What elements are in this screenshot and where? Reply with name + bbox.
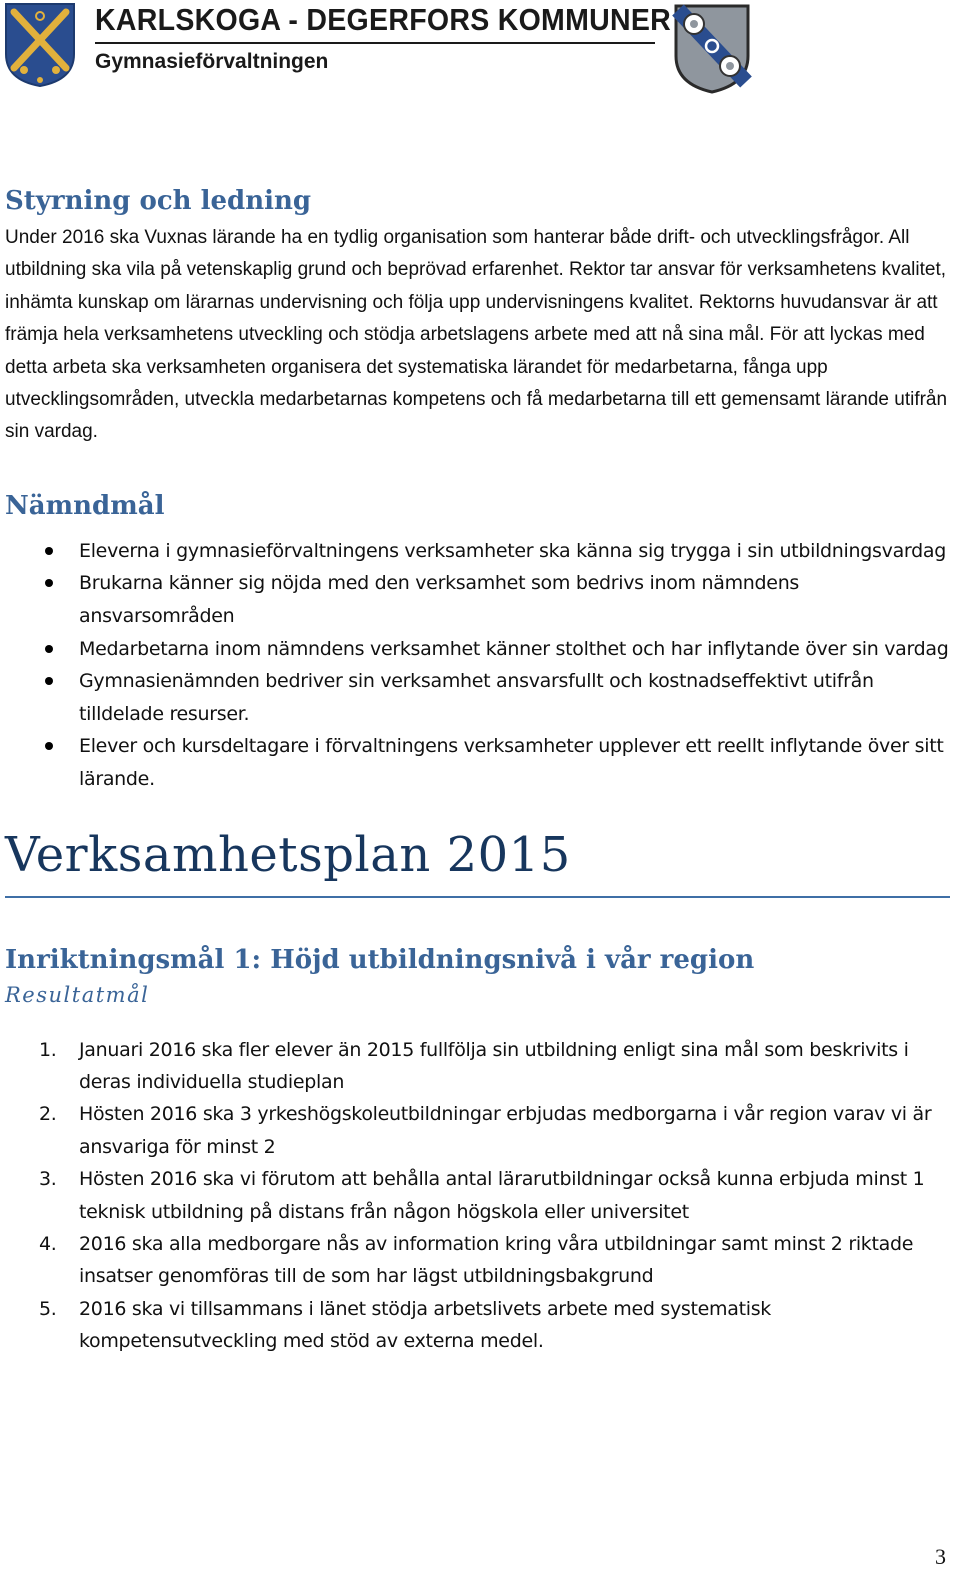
bullet-icon: [45, 742, 53, 750]
section-heading-namndmal: Nämndmål: [5, 490, 165, 521]
list-item: 5. 2016 ska vi tillsammans i länet stödja arbetslivets arbete med systematisk kompetensutveckling med stöd av externa medel.: [39, 1297, 772, 1353]
list-item: 1. Januari 2016 ska fler elever än 2015 fullfölja sin utbildning enligt sina mål som beskrivits i deras individuella studieplan: [39, 1038, 909, 1093]
list-item: Medarbetarna inom nämndens verksamhet känner stolthet och har inflytande över sin vardag: [5, 633, 950, 666]
namndmal-list: [5, 535, 950, 796]
section-heading-styrning: Styrning och ledning: [5, 186, 312, 216]
bullet-icon: [45, 579, 53, 587]
karlskoga-coat-of-arms-icon: [4, 2, 76, 88]
page-number: 3: [935, 1544, 946, 1569]
bullet-icon: [45, 677, 53, 685]
list-item: 3. Hösten 2016 ska vi förutom att behålla antal lärarutbildningar också kunna erbjuda minst 1 teknisk utbildning på distans från någon högskola eller universitet: [39, 1168, 925, 1223]
bullet-icon: [45, 547, 53, 555]
list-item: Brukarna känner sig nöjda med den verksamhet som bedrivs inom nämndens ansvarsområden: [5, 567, 950, 632]
result-label: Resultatmål: [5, 982, 150, 1007]
list-item: 2. Hösten 2016 ska 3 yrkeshögskoleutbildningar erbjudas medborgarna i vår region varav vi är ansvariga för minst 2: [39, 1103, 932, 1158]
document-body: [5, 180, 950, 1358]
styrning-paragraph: Under 2016 ska Vuxnas lärande ha en tydlig organisation som hanterar både drift- och utvecklingsfrågor. All utbildning ska vila på vetenskaplig grund och beprövad erfarenhet. Rektor tar ansvar för verksamhetens kvalitet, inhämta kunskap om lärarnas undervisning och följa upp undervisningens kvalitet. Rektorns huvudansvar är att främja hela verksamhetens utveckling och stödja arbetslagens arbete med att nå sina mål. För att lyckas med detta arbeta ska verksamheten organisera det systematiska lärandet för medarbetarna, fånga upp utvecklingsområden, utveckla medarbetarnas kompetens och få medarbetarna till ett gemensamt lärande utifrån sin vardag.: [5, 227, 948, 443]
bullet-icon: [45, 645, 53, 653]
list-item: Gymnasienämnden bedriver sin verksamhet ansvarsfullt och kostnadseffektivt utifrån tilldelade resurser.: [5, 665, 950, 730]
plan-title: Verksamhetsplan 2015: [5, 826, 571, 883]
degerfors-coat-of-arms-icon: [672, 2, 752, 94]
header-divider: [95, 42, 655, 44]
page-header: [0, 0, 960, 100]
list-item: Eleverna i gymnasieförvaltningens verksamheter ska känna sig trygga i sin utbildningsvardag: [5, 535, 950, 568]
organization-name: KARLSKOGA - DEGERFORS KOMMUNER: [95, 2, 672, 37]
result-goals-list: [5, 1034, 950, 1358]
department-name: Gymnasieförvaltningen: [95, 50, 329, 73]
list-item: 4. 2016 ska alla medborgare nås av information kring våra utbildningar samt minst 2 riktade insatser genomföras till de som har lägst utbildningsbakgrund: [39, 1233, 914, 1288]
list-item: Elever och kursdeltagare i förvaltningens verksamheter upplever ett reellt inflytande över sitt lärande.: [5, 730, 950, 795]
goal-heading: Inriktningsmål 1: Höjd utbildningsnivå i vår region: [5, 944, 755, 975]
